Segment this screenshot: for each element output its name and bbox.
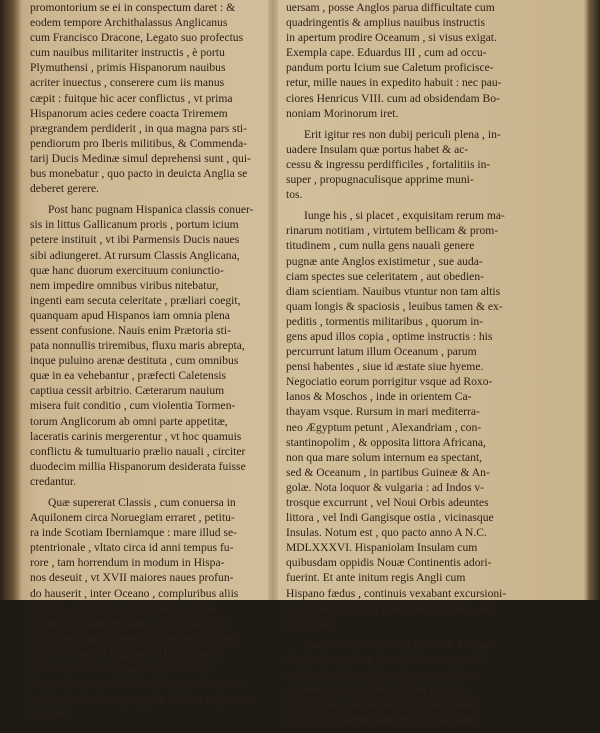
text-line: ctuum arbitrium destitutis : vt ex Inuicibili xyxy=(30,616,228,630)
text-line: sed & Oceanum , in partibus Guineæ & An- xyxy=(286,465,490,479)
text-line: inque puluino arenæ destituta , cum omnibus xyxy=(30,354,239,368)
text-line: Exempla cape. Eduardus III , cum ad occu- xyxy=(286,46,487,60)
text-line: prægrandem perdiderit , in qua magna pars sti- xyxy=(30,121,247,135)
text-line: quæ in ea vehebantur , præfecti Caletensis xyxy=(30,369,227,383)
text-line: Duo ex iis , Franciscus Draco & Thomas xyxy=(304,637,494,651)
text-line: circumnauigare. Vnde dubium non est, xyxy=(286,683,467,697)
text-line: quadringentis & amplius nauibus instructis xyxy=(286,16,486,30)
text-line: pata nonnullis triremibus, fluxu maris abrepta, xyxy=(30,339,245,353)
text-line: do hauserit , inter Oceano , compluribus aliis xyxy=(30,586,239,600)
text-line: ciam spectes sue celeritatem , aut obedien- xyxy=(286,269,484,283)
text-line: Quæ supererat Classis , cum conuersa in xyxy=(48,496,236,509)
text-line: uadere Insulam quæ portus habet & ac- xyxy=(286,142,469,156)
text-line: ciores Henricus VIII. cum ad obsidendam Bo- xyxy=(286,91,500,105)
text-line: Insulas. Notum est , quo pacto anno A N.C. xyxy=(286,526,487,540)
text-line: quin hi tanti viri ob tam excellentes animi xyxy=(286,698,480,712)
text-line: rinarum notitiam , virtutem bellicam & prom- xyxy=(286,224,499,238)
text-line: to essent cæteris, nequaquam facilem captu esse xyxy=(30,692,254,706)
text-line: dierint , amissis centum. Tanti constitit xyxy=(30,662,210,676)
text-line: stiterat , non nisi triginta in Hispaniam re- xyxy=(30,646,225,660)
paragraph xyxy=(286,0,536,121)
text-line: quæ hanc duorum exercituum coniunctio- xyxy=(30,263,224,277)
text-line: Negociatio eorum porrigitur vsque ad Roxo- xyxy=(286,375,493,389)
paragraph xyxy=(286,127,536,202)
text-line: ingenti eam secuta celeritate , præliari coegit, xyxy=(30,293,241,307)
text-line: petere instituit , vt ibi Parmensis Ducis naues xyxy=(30,233,240,247)
text-line: rore , tam horrendum in modum in Hispa- xyxy=(30,556,225,570)
text-line: Brasiliam. xyxy=(286,616,334,630)
text-line: diam scientiam. Nauibus vtuntur non tam altis xyxy=(286,284,501,298)
text-line: noniam Morinorum iret. xyxy=(286,106,399,120)
text-line: sis in littus Gallicanum proris , portum icium xyxy=(30,218,239,232)
text-line: quam longis & spaciosis , leuibus tamen & ex- xyxy=(286,299,503,313)
text-line: Plymuthensi , primis Hispanorum nauibus xyxy=(30,61,226,75)
text-line: retur, mille naues in expedito habuit : nec pau- xyxy=(286,76,502,90)
text-line: neo Ægyptum petunt , Alexandriam , con- xyxy=(286,420,482,434)
text-line: acriter inuectus , conserere cum iis manus xyxy=(30,76,225,90)
text-line: Aquilonem circa Noruegiam erraret , petitu- xyxy=(30,511,235,525)
paragraph xyxy=(286,637,536,728)
text-line: pandum portu Icium sue Caletum proficisce- xyxy=(286,61,494,75)
column-gutter xyxy=(268,0,278,600)
text-line: fuerint. Et ante initum regis Angli cum xyxy=(286,571,466,585)
text-line: cæpit : fuitque hic acer conflictus , vt prima xyxy=(30,91,233,105)
text-line: ptentrionale , vltato circa id anni tempus fu- xyxy=(30,541,234,555)
text-line: MDLXXXVI. Hispaniolam Insulam cum xyxy=(286,541,478,555)
text-line: super , propugnaculisque apprime muni- xyxy=(286,173,474,187)
text-line: bus monebatur , quo pacto in deuicta Anglia se xyxy=(30,167,248,181)
text-line: trosque excurrunt , vel Noui Orbis adeuntes xyxy=(286,496,489,509)
text-line: non qua mare solum internum ea spectant, xyxy=(286,450,483,464)
text-line: essent confusione. Nauis enim Prætoria sti- xyxy=(30,323,231,337)
text-line: uersam , posse Anglos parua difficultate cum xyxy=(286,1,495,14)
page-edge-shadow xyxy=(584,0,600,600)
text-line: Iunge his , si placet , exquisitam rerum ma- xyxy=(304,209,505,223)
text-line: nos deseuit , vt XVII maiores naues profun- xyxy=(30,571,234,585)
text-line: Post hanc pugnam Hispanica classis conuer- xyxy=(48,203,254,217)
text-line: misera fuit conditio , cum violentia Tormen- xyxy=(30,399,236,413)
text-line: captiua cessit arbitrio. Cæterarum nauium xyxy=(30,384,225,398)
text-line: illa classe , quæ centum triginta nauibus con- xyxy=(30,631,240,645)
text-line: quibusdam oppidis Nouæ Continentis adori- xyxy=(286,556,492,570)
text-line: Hispano fædus , continuis vexabant excursioni- xyxy=(286,586,507,600)
text-line: deberet gerere. xyxy=(30,182,99,196)
text-line: quanquam apud Hispanos iam omnia plena xyxy=(30,308,230,322)
text-line: pendiorum pro Iberis militibus, & Commenda- xyxy=(30,136,248,150)
text-line: lanos & Moschos , inde in orientem Ca- xyxy=(286,390,472,404)
text-line: sibi adiungeret. At rursum Classis Anglicana, xyxy=(30,248,240,262)
text-line: titudinem , cum nulla gens nauali genere xyxy=(286,239,475,253)
text-line: tos. xyxy=(286,188,303,202)
text-line: stantinopolim , & opposita littora Africana, xyxy=(286,435,486,449)
right-text-column xyxy=(286,0,536,733)
text-line: nem impedire omnibus viribus nitebatur, xyxy=(30,278,219,292)
text-line: Erit igitur res non dubij periculi plena , in- xyxy=(304,127,501,141)
text-line: Hispanis tentasse bello Angliam , vt documen- xyxy=(30,677,247,691)
text-line: tarij Ducis Medinæ simul deprehensi sunt , qui- xyxy=(30,151,251,165)
text-line: thayam vsque. Rursum in mari mediterra- xyxy=(286,405,480,419)
text-line: duodecim millia Hispanorum desiderata fuisse xyxy=(30,459,246,473)
text-line: credantur. xyxy=(30,474,77,488)
binding-shadow xyxy=(0,0,22,600)
text-line: Candisch aust sunt incredibili conatu , sed xyxy=(286,652,482,666)
text-line: pugnæ ante Anglos existimetur , sue auda- xyxy=(286,254,483,268)
text-line: pensi habentes , siue id æstate siue hyeme. xyxy=(286,360,484,374)
text-line: conflictu & tumultuario prælio nauali , circiter xyxy=(30,444,246,458)
paragraph xyxy=(30,0,262,196)
text-line: selicissimo itinere totum terrarum orbem xyxy=(286,668,476,682)
text-line: ra inde Scotiam Iberniamque : mare illud se- xyxy=(30,526,238,540)
text-line: Insulam. xyxy=(30,707,71,721)
text-line: bus Insulas Azores , Promontorij Viridis , & xyxy=(286,601,490,615)
text-line: eodem tempore Archithalassus Anglicanus xyxy=(30,16,228,30)
text-line: cum nauibus militariter instructis , è portu xyxy=(30,46,225,60)
text-line: in apertum prodire Oceanum , si visus exigat. xyxy=(286,31,497,45)
text-line: gens apud illos copia , optime instructis : his xyxy=(286,329,493,343)
text-line: cum Francisco Dracone, Legato suo profectus xyxy=(30,31,244,45)
text-line: collisis , perfractis , vel in sabulo ad flu- xyxy=(30,601,217,615)
text-line: percurrunt latum illum Oceanum , parum xyxy=(286,345,477,359)
text-line: cessu & ingressu perdifficiles , fortalitiis in- xyxy=(286,157,491,171)
text-line: Hispanorum acies cedere coacta Triremem xyxy=(30,106,228,120)
paragraph xyxy=(30,202,262,489)
text-line: golæ. Nota loquor & vulgaria : ad Indos v- xyxy=(286,480,485,494)
text-line: ardores & contemptum periculorum omni xyxy=(286,713,480,727)
text-line: torum Anglicorum ab omni parte appetitæ, xyxy=(30,414,228,428)
text-line: laceratis carinis mergerentur , vt hoc quamuis xyxy=(30,429,242,443)
paragraph xyxy=(30,495,262,721)
left-text-column xyxy=(30,0,262,727)
paragraph xyxy=(286,208,536,631)
text-line: promontorium se ei in conspectum daret : & xyxy=(30,1,236,14)
text-line: peditis , tormentis militaribus , quorum in- xyxy=(286,314,484,328)
text-line: littora , vel Indi Gangisque ostia , vicinasque xyxy=(286,511,494,525)
